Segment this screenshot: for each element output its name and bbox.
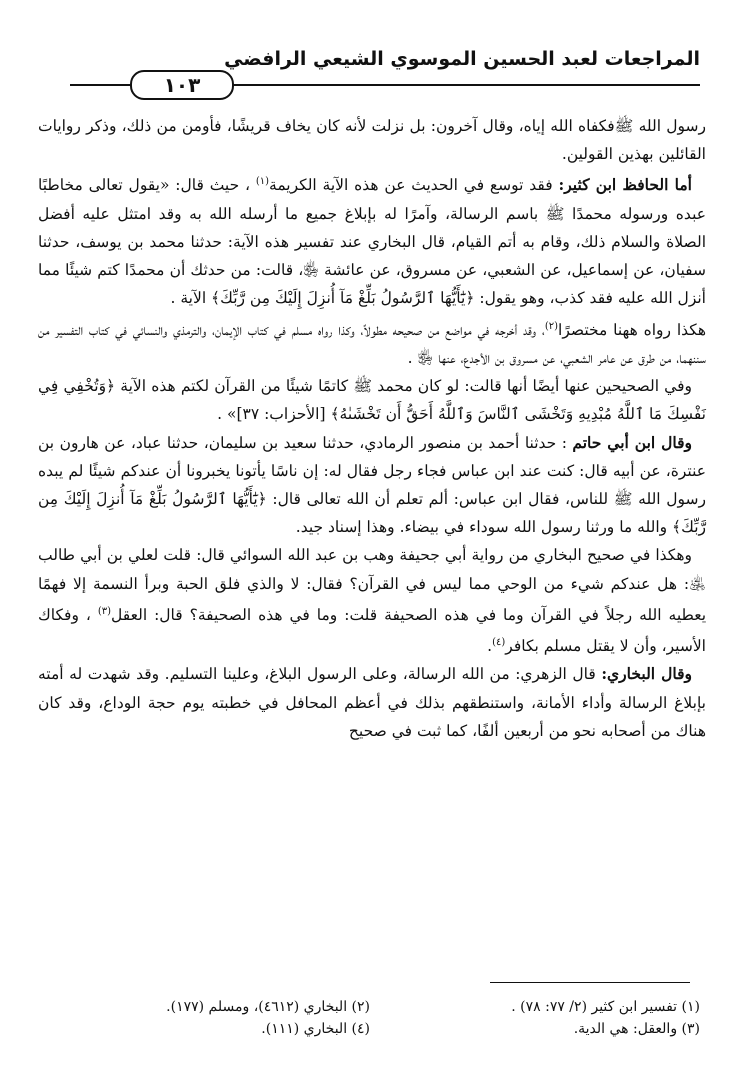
paragraph-6-end: .	[487, 637, 493, 656]
paragraph-4: وفي الصحيحين عنها أيضًا أنها قالت: لو كان محمد ﷺ كاتمًا شيئًا من القرآن لكتم هذه الآية ﴿وَتُخْفِي فِي نَفْسِكَ مَا ٱللَّهُ مُبْدِيهِ وَتَخْشَى ٱلنَّاسَ وَٱللَّهُ أَحَقُّ أَن تَخْشَىٰهُ﴾ [الأحزاب: ٣٧]» .	[38, 377, 706, 424]
paragraph-7-lead: وقال البخاري:	[601, 664, 692, 684]
paragraph-7	[38, 660, 706, 745]
footnote-ref-4: (٤)	[492, 637, 506, 649]
footnote-3: (٣) والعقل: هي الدية.	[573, 1021, 700, 1037]
paragraph-1: رسول الله ﷺفكفاه الله إياه، وقال آخرون: بل نزلت لأنه كان يخاف قريشًا، فأومن من ذلك، وذكر روايات القائلين بهذين القولين.	[38, 117, 706, 164]
footnote-2: (٢) البخاري (٤٦١٢)، ومسلم (١٧٧).	[166, 999, 370, 1015]
footnote-ref-2: (٢)	[544, 320, 559, 332]
footnote-4: (٤) البخاري (١١١).	[261, 1021, 370, 1037]
page-number	[130, 70, 234, 100]
footnote-row-2	[40, 1018, 700, 1040]
main-text	[38, 112, 706, 745]
paragraph-5-lead: وقال ابن أبي حاتم	[572, 432, 693, 452]
paragraph-3	[38, 313, 706, 373]
paragraph-2-text: فقد توسع في الحديث عن هذه الآية الكريمة	[269, 176, 559, 195]
paragraph-7-text: قال الزهري: من الله الرسالة، وعلى الرسول البلاغ، وعلينا التسليم. وقد شهدت له أمته بإبلاغ الرسالة وأداء الأمانة، واستنطقهم بذلك في أعظم المحافل في خطبته يوم حجة الوداع، وقد كان هناك من أصحابه نحو من أربعين ألفًا، كما ثبت في صحيح	[38, 665, 706, 740]
paragraph-2-text-cont: ، حيث قال: «يقول تعالى مخاطبًا عبده ورسوله محمدًا ﷺ باسم الرسالة، وآمرًا له بإبلاغ جميع ما أرسله الله به وقد امتثل عليه أفضل الصلاة والسلام ذلك، وقام به أتم القيام، قال البخاري عند تفسير هذه الآية: حدثنا محمد بن يوسف، حدثنا سفيان، عن إسماعيل، عن الشعبي، عن مسروق، عن عائشة ﵂، قالت: من حدثك أن محمدًا كتم شيئًا مما أنزل الله عليه فقد كذب، وهو يقول: ﴿يَٰٓأَيُّهَا ٱلرَّسُولُ بَلِّغْ مَآ أُنزِلَ إِلَيْكَ مِن رَّبِّكَ﴾ الآية .	[38, 176, 706, 308]
footnote-row-1	[40, 996, 700, 1018]
paragraph-5	[38, 429, 706, 542]
paragraph-6-text: وهكذا في صحيح البخاري من رواية أبي جحيفة وهب بن عبد الله السوائي قال: قلت لعلي بن أبي طالب ﵁: هل عندكم شيء من الوحي مما ليس في القرآن؟ فقال: لا والذي فلق الحبة وبرأ النسمة إلا فهمًا يعطيه الله رجلاً في القرآن وما في هذه الصحيفة قلت: وما في هذه الصحيفة؟ قال: العقل	[38, 546, 707, 624]
page-number-text: ١٠٣	[163, 73, 201, 97]
footnote-ref-3: (٣)	[97, 605, 112, 617]
footnote-separator	[490, 982, 690, 983]
page-header	[70, 40, 700, 97]
paragraph-2-lead: أما الحافظ ابن كثير:	[558, 175, 692, 195]
footnote-ref-1: (١)	[255, 176, 270, 188]
book-title: المراجعات لعبد الحسين الموسوي الشيعي الرافضي	[224, 48, 700, 70]
paragraph-2	[38, 168, 706, 312]
footnote-1: (١) تفسير ابن كثير (٢/ ٧٧: ٧٨) .	[511, 999, 700, 1015]
paragraph-6-text-cont: ، وفكاك الأسير، وأن لا يقتل مسلم بكافر	[38, 605, 706, 656]
paragraph-3-text-cont: ، وقد أخرجه في مواضع من صحيحه مطولاً، وكذا رواه مسلم في كتاب الإيمان، والترمذي والنسائي في كتاب التفسير من سننهما، من طرق عن عامر الشعبي، عن مسروق بن الأجدع، عنها ﵂ .	[38, 320, 706, 367]
paragraph-3-text: هكذا رواه ههنا مختصرًا	[558, 320, 707, 339]
paragraph-5-text: : حدثنا أحمد بن منصور الرمادي، حدثنا سعيد بن سليمان، حدثنا عباد، عن هارون بن عنترة، عن أبيه قال: كنت عند ابن عباس فجاء رجل فقال له: إن ناسًا يأتونا يخبرونا أن عندكم شيئًا لم يبده رسول الله ﷺ للناس، فقال ابن عباس: ألم تعلم أن الله تعالى قال: ﴿يَٰٓأَيُّهَا ٱلرَّسُولُ بَلِّغْ مَآ أُنزِلَ إِلَيْكَ مِن رَّبِّكَ﴾ والله ما ورثنا رسول الله سوداء في بيضاء. وهذا إسناد جيد.	[38, 433, 706, 537]
footnotes	[40, 996, 700, 1040]
paragraph-6	[38, 541, 706, 660]
